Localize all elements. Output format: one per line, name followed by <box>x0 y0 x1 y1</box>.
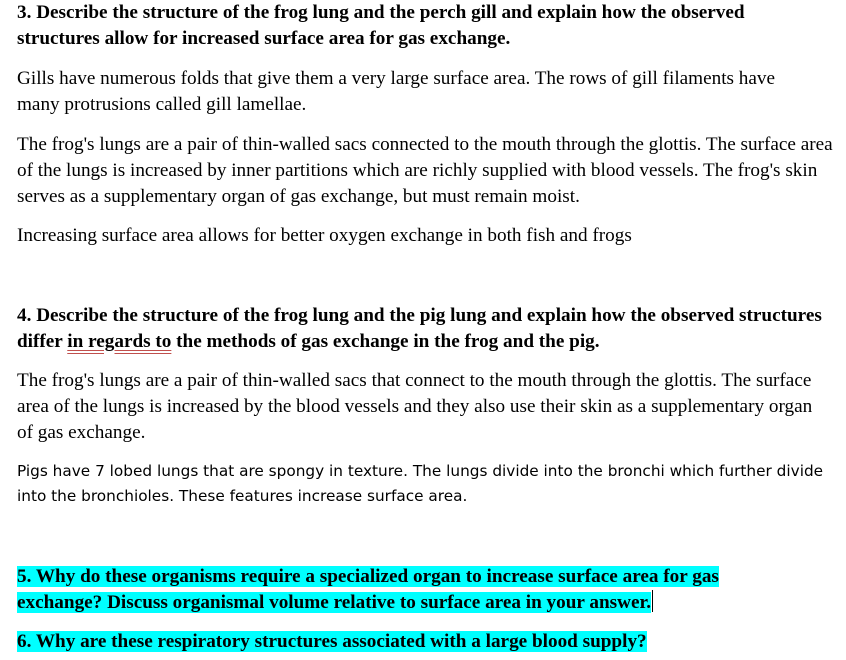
question-3-heading: 3. Describe the structure of the frog lung and the perch gill and explain how the observed structures allow for increased surface area for gas exchange. <box>17 2 745 49</box>
question-3-answer-frog-lungs: The frog's lungs are a pair of thin-walled sacs connected to the mouth through the glottis. The surface area of the lungs is increased by inner partitions which are richly supplied with blood vessels. The frog's skin serves as a supplementary organ of gas exchange, but must remain moist. <box>17 134 833 207</box>
question-4-heading-text-2: the methods of gas exchange in the frog and the pig. <box>171 331 600 352</box>
question-4-answer-pig-lungs: Pigs have 7 lobed lungs that are spongy in texture. The lungs divide into the bronchi which further divide into the bronchioles. These features increase surface area. <box>17 462 824 505</box>
question-6-highlighted-text: 6. Why are these respiratory structures associated with a large blood supply? <box>17 631 647 652</box>
question-4-answer-frog-lungs: The frog's lungs are a pair of thin-walled sacs that connect to the mouth through the glottis. The surface area of the lungs is increased by the blood vessels and they also use their skin as a supplementary organ of gas exchange. <box>17 370 813 443</box>
question-4-heading <box>17 303 822 355</box>
question-4-heading-text-1: 4. Describe the structure of the frog lung and the pig lung and explain how the observed structures differ <box>17 305 822 352</box>
question-3-answer-conclusion: Increasing surface area allows for better oxygen exchange in both fish and frogs <box>17 225 632 246</box>
grammar-flagged-phrase[interactable]: in regards to <box>67 331 172 352</box>
question-6-heading <box>17 629 822 655</box>
question-3-answer-gills: Gills have numerous folds that give them a very large surface area. The rows of gill filaments have many protrusions called gill lamellae. <box>17 68 776 115</box>
question-5-highlighted-text: 5. Why do these organisms require a specialized organ to increase surface area for gas exchange? Discuss organismal volume relative to surface area in your answer. <box>17 566 719 613</box>
text-cursor <box>652 590 653 612</box>
question-5-heading <box>17 564 807 616</box>
